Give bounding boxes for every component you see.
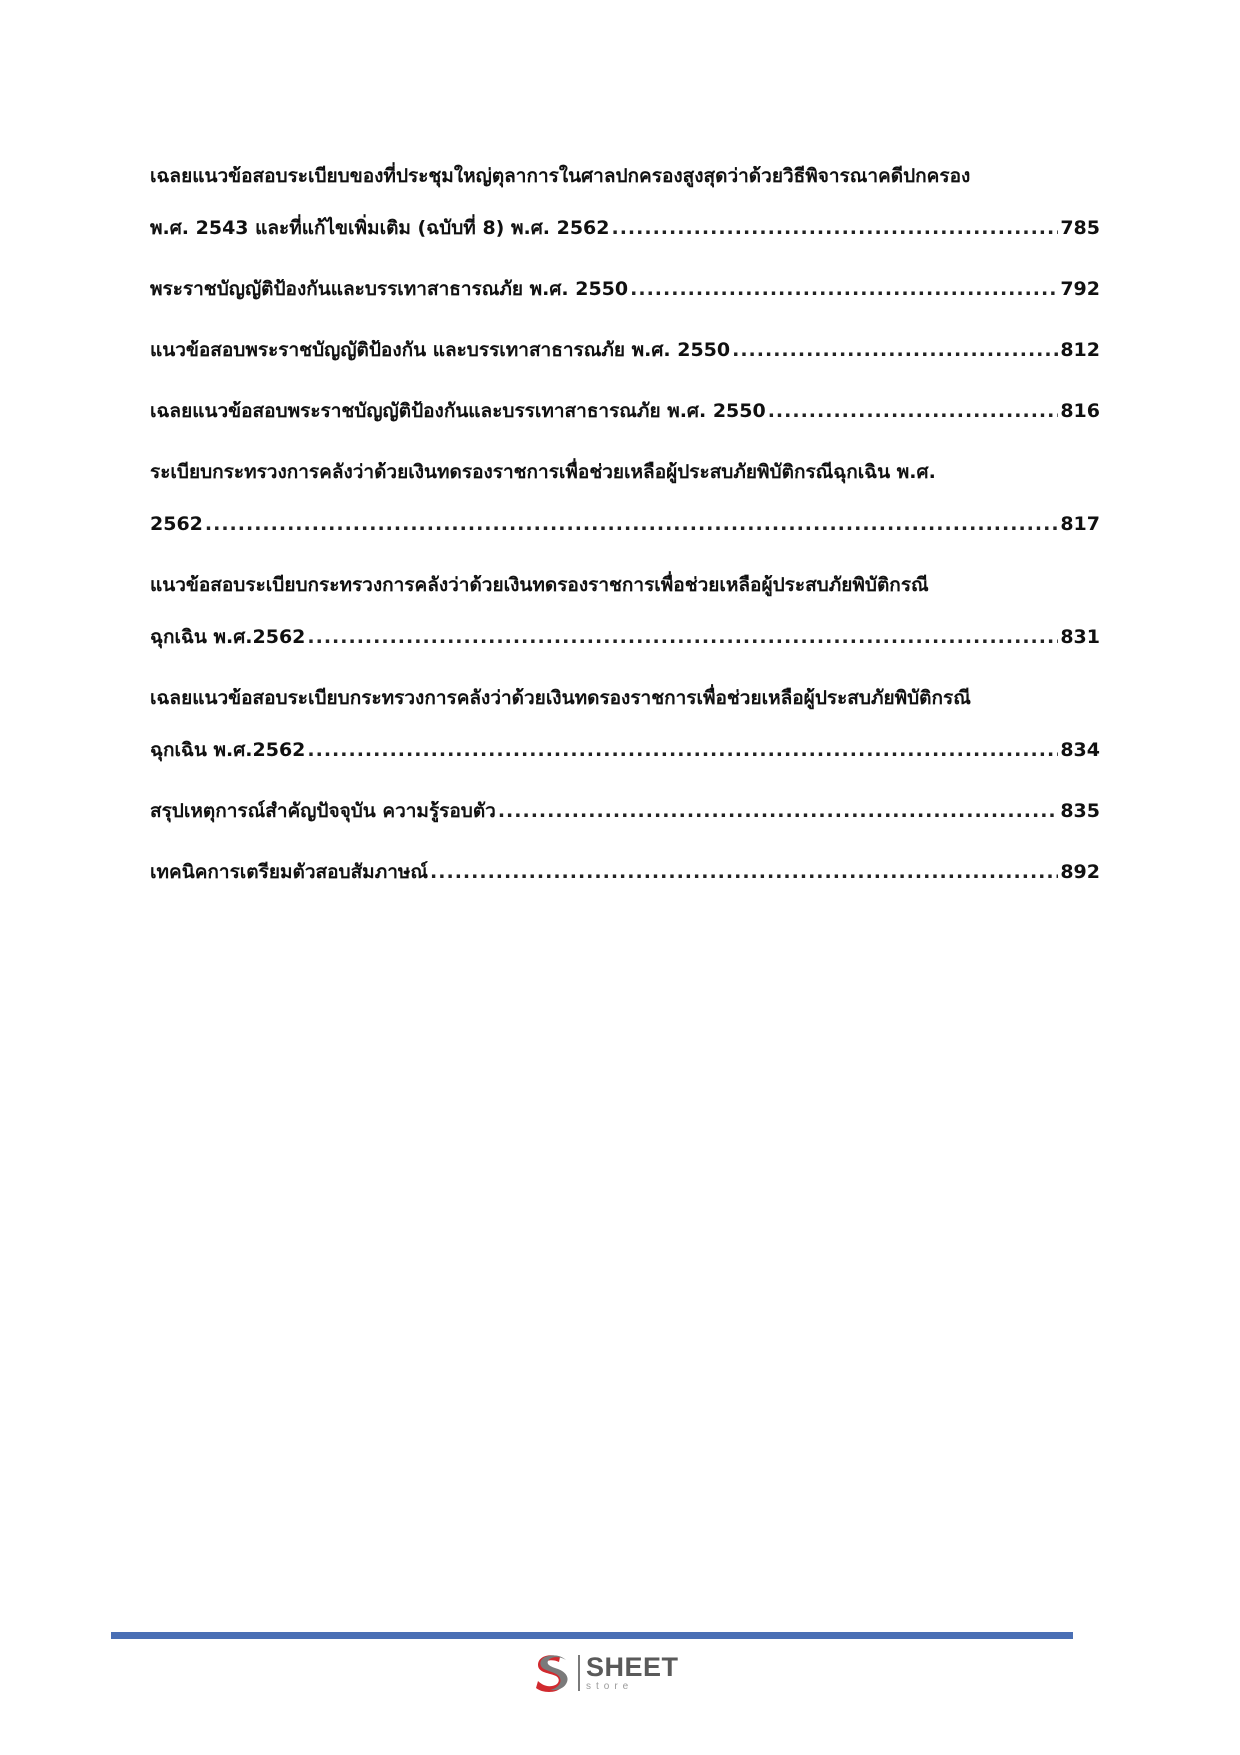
dot-leader [630,263,1058,315]
toc-entry-last-line [150,263,1100,315]
dot-leader [205,498,1058,550]
sheet-store-logo [530,1651,679,1695]
toc-entry-title-line: แนวข้อสอบระเบียบกระทรวงการคลังว่าด้วยเงินทดรองราชการเพื่อช่วยเหลือผู้ประสบภัยพิบัติกรณี [150,574,929,596]
sheet-s-logo-icon [530,1651,574,1695]
toc-entry-title: พ.ศ. 2543 และที่แก้ไขเพิ่มเติม (ฉบับที่ 8) พ.ศ. 2562 [150,217,610,239]
dot-leader [498,785,1058,837]
toc-entry[interactable] [150,385,1100,437]
toc-entry-last-line [150,846,1100,898]
toc-entry[interactable] [150,559,1100,663]
toc-entry-last-line [150,785,1100,837]
toc-entry-last-line [150,202,1100,254]
toc-page-number: 892 [1060,861,1100,883]
dot-leader [611,202,1058,254]
logo-subtitle: store [586,1681,634,1692]
toc-entry[interactable] [150,846,1100,898]
toc-page-number: 812 [1060,339,1100,361]
toc-page-number: 816 [1060,400,1100,422]
toc-entry-title-line: ระเบียบกระทรวงการคลังว่าด้วยเงินทดรองราชการเพื่อช่วยเหลือผู้ประสบภัยพิบัติกรณีฉุกเฉิน พ.ศ. [150,461,936,483]
toc-entry-title: 2562 [150,513,203,535]
toc-entry[interactable] [150,324,1100,376]
toc-entry-title: สรุปเหตุการณ์สำคัญปัจจุบัน ความรู้รอบตัว [150,800,496,822]
toc-entry-title: เฉลยแนวข้อสอบพระราชบัญญัติป้องกันและบรรเทาสาธารณภัย พ.ศ. 2550 [150,400,766,422]
toc-page-number: 792 [1060,278,1100,300]
toc-entry-title: พระราชบัญญัติป้องกันและบรรเทาสาธารณภัย พ.ศ. 2550 [150,278,629,300]
table-of-contents [150,150,1100,907]
toc-entry[interactable] [150,150,1100,254]
toc-entry-last-line [150,724,1100,776]
toc-page-number: 834 [1060,739,1100,761]
dot-leader [732,324,1058,376]
dot-leader [307,724,1058,776]
toc-entry[interactable] [150,672,1100,776]
footer-divider [111,1632,1073,1639]
toc-entry-title-line: เฉลยแนวข้อสอบระเบียบของที่ประชุมใหญ่ตุลาการในศาลปกครองสูงสุดว่าด้วยวิธีพิจารณาคดีปกครอง [150,165,971,187]
toc-page-number: 831 [1060,626,1100,648]
toc-entry[interactable] [150,446,1100,550]
logo-text [586,1654,679,1692]
toc-entry-title: แนวข้อสอบพระราชบัญญัติป้องกัน และบรรเทาสาธารณภัย พ.ศ. 2550 [150,339,731,361]
toc-entry-title: ฉุกเฉิน พ.ศ.2562 [150,739,306,761]
dot-leader [768,385,1059,437]
toc-page-number: 817 [1060,513,1100,535]
logo-wordmark: SHEET [586,1652,679,1682]
toc-entry-last-line [150,385,1100,437]
toc-entry-last-line [150,611,1100,663]
toc-entry-last-line [150,498,1100,550]
toc-entry-title: ฉุกเฉิน พ.ศ.2562 [150,626,306,648]
toc-entry[interactable] [150,263,1100,315]
toc-entry-title-line: เฉลยแนวข้อสอบระเบียบกระทรวงการคลังว่าด้วยเงินทดรองราชการเพื่อช่วยเหลือผู้ประสบภัยพิบัติกรณี [150,687,971,709]
toc-entry-last-line [150,324,1100,376]
dot-leader [430,846,1058,898]
toc-entry-title: เทคนิคการเตรียมตัวสอบสัมภาษณ์ [150,861,429,883]
toc-entry[interactable] [150,785,1100,837]
dot-leader [307,611,1058,663]
logo-divider [578,1655,580,1691]
toc-page-number: 785 [1060,217,1100,239]
toc-page-number: 835 [1060,800,1100,822]
